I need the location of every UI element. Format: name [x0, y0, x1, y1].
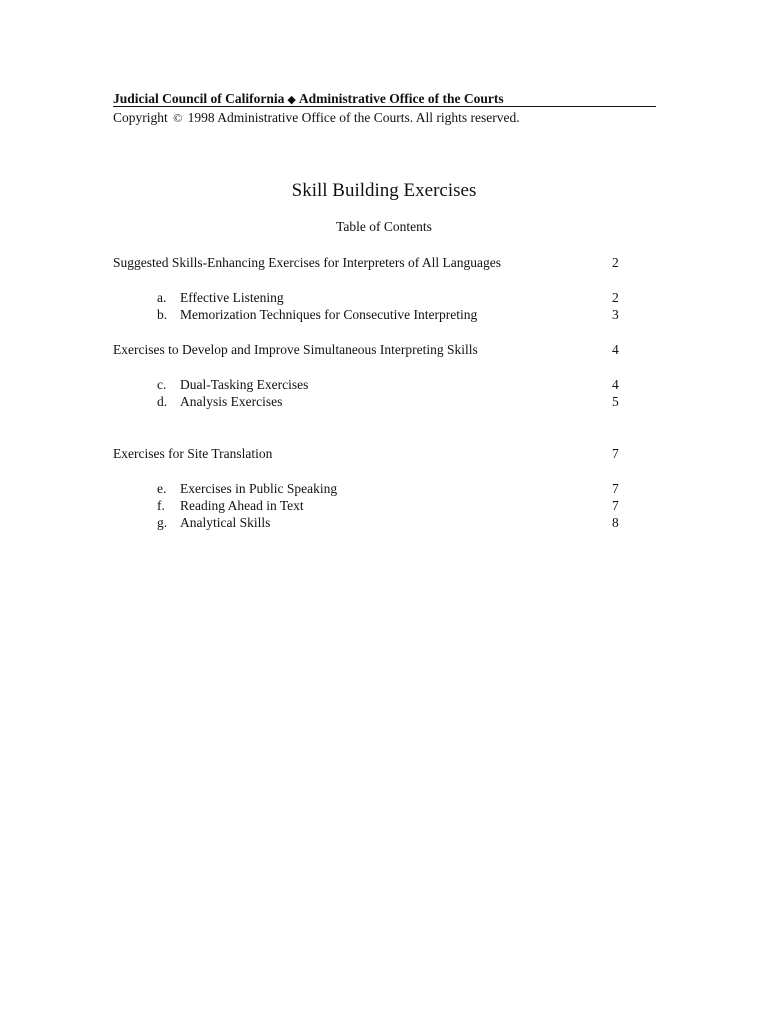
copyright-text: 1998 Administrative Office of the Courts. All rights reserved. [187, 110, 520, 125]
toc-page-number: 2 [612, 290, 619, 305]
toc-item-letter: f. [157, 498, 165, 513]
document-title: Skill Building Exercises [291, 180, 477, 201]
document-header [113, 91, 656, 107]
toc-page-number: 8 [612, 515, 619, 530]
toc-item-label: Effective Listening [180, 290, 284, 305]
toc-section-label: Exercises to Develop and Improve Simultaneous Interpreting Skills [113, 342, 478, 357]
toc-item-label: Memorization Techniques for Consecutive Interpreting [180, 307, 478, 322]
toc-item [0, 514, 768, 531]
toc-item [0, 376, 768, 393]
toc-page-number: 2 [612, 255, 619, 270]
toc-item [0, 497, 768, 514]
toc-page-number: 7 [612, 446, 619, 461]
toc-item [0, 393, 768, 410]
toc-item-label: Dual-Tasking Exercises [180, 377, 309, 392]
toc-item [0, 306, 768, 323]
toc-item-letter: a. [157, 290, 167, 305]
toc-item [0, 289, 768, 306]
toc-item-letter: b. [157, 307, 168, 322]
toc-heading: Table of Contents [336, 219, 432, 234]
toc-item-label: Analysis Exercises [180, 394, 283, 409]
copyright-icon: © [173, 111, 183, 125]
toc-page-number: 7 [612, 498, 619, 513]
toc-item-letter: g. [157, 515, 168, 530]
toc-section [0, 254, 768, 271]
toc-item-label: Reading Ahead in Text [180, 498, 304, 513]
toc-section [0, 341, 768, 358]
toc-item-letter: d. [157, 394, 168, 409]
toc-item [0, 480, 768, 497]
toc-item-label: Analytical Skills [180, 515, 271, 530]
toc-page-number: 7 [612, 481, 619, 496]
copyright-prefix: Copyright [113, 110, 168, 125]
header-office: Administrative Office of the Courts [298, 91, 504, 106]
toc-page-number: 4 [612, 342, 619, 357]
header-org: Judicial Council of California [113, 91, 285, 106]
toc-section [0, 445, 768, 462]
toc-section-label: Exercises for Site Translation [113, 446, 273, 461]
toc-item-letter: c. [157, 377, 167, 392]
toc-page-number: 4 [612, 377, 619, 392]
diamond-separator-icon: ◆ [287, 94, 296, 106]
toc-page-number: 3 [612, 307, 619, 322]
toc-item-label: Exercises in Public Speaking [180, 481, 338, 496]
toc-item-letter: e. [157, 481, 167, 496]
toc-section-label: Suggested Skills-Enhancing Exercises for Interpreters of All Languages [113, 255, 502, 270]
copyright-notice [113, 110, 520, 126]
toc-page-number: 5 [612, 394, 619, 409]
